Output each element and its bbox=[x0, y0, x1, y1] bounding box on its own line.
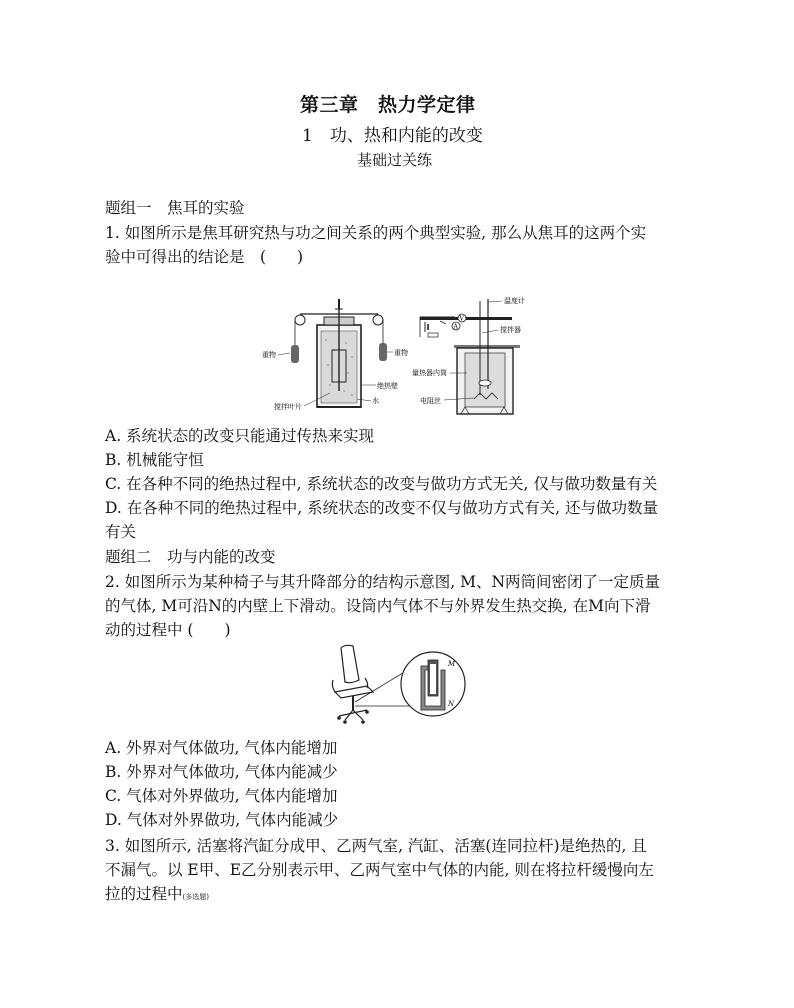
question-3-line-1: 3. 如图所示, 活塞将汽缸分成甲、乙两气室, 汽缸、活塞(连同拉杆)是绝热的, 且 bbox=[105, 837, 647, 855]
label-water: 水 bbox=[372, 397, 379, 405]
ammeter-symbol: A bbox=[453, 323, 458, 331]
section-title: 1 功、热和内能的改变 bbox=[302, 126, 483, 146]
q1-option-d-continued: 有关 bbox=[105, 523, 137, 541]
question-3-line-2: 不漏气。以 E甲、E乙分别表示甲、乙两气室中气体的内能, 则在将拉杆缓慢向左 bbox=[105, 861, 654, 879]
group2-heading: 题组二 功与内能的改变 bbox=[105, 548, 276, 566]
multi-select-tag: (多选题) bbox=[182, 893, 209, 901]
q2-option-c: C. 气体对外界做功, 气体内能增加 bbox=[105, 787, 338, 805]
question-1-line-1: 1. 如图所示是焦耳研究热与功之间关系的两个典型实验, 那么从焦耳的这两个实 bbox=[105, 224, 647, 242]
label-stirrer: 搅拌器 bbox=[500, 326, 521, 334]
label-resistor: 电阻丝 bbox=[420, 397, 441, 405]
q2-option-a: A. 外界对气体做功, 气体内能增加 bbox=[105, 739, 338, 757]
q2-option-b: B. 外界对气体做功, 气体内能减少 bbox=[105, 763, 338, 781]
q2-option-d: D. 气体对外界做功, 气体内能减少 bbox=[105, 811, 339, 829]
label-calorimeter: 量热器内筒 bbox=[412, 369, 447, 377]
paddle-wheel-apparatus bbox=[291, 299, 387, 407]
label-m: M bbox=[448, 660, 456, 668]
q1-option-c: C. 在各种不同的绝热过程中, 系统状态的改变与做功方式无关, 仅与做功数量有关 bbox=[105, 475, 658, 493]
label-weight-right: 重物 bbox=[394, 349, 408, 357]
label-weight-left: 重物 bbox=[262, 351, 276, 359]
chair-figure bbox=[325, 640, 475, 730]
label-paddle: 搅拌叶片 bbox=[274, 403, 302, 411]
label-n: N bbox=[448, 700, 455, 708]
label-insulating-wall: 绝热壁 bbox=[377, 382, 398, 390]
q1-option-d: D. 在各种不同的绝热过程中, 系统状态的改变不仅与做功方式有关, 还与做功数量 bbox=[105, 499, 658, 517]
joule-experiment-figure bbox=[260, 295, 560, 415]
question-2-line-3: 动的过程中 ( ) bbox=[105, 621, 231, 639]
q1-option-b: B. 机械能守恒 bbox=[105, 451, 204, 469]
group1-heading: 题组一 焦耳的实验 bbox=[105, 199, 245, 217]
question-3-line-3 bbox=[105, 882, 209, 909]
exercise-title: 基础过关练 bbox=[357, 151, 433, 169]
question-1-line-2: 验中可得出的结论是 ( ) bbox=[105, 248, 304, 266]
voltmeter-symbol: V bbox=[459, 315, 464, 323]
office-chair bbox=[332, 645, 373, 723]
q1-option-a: A. 系统状态的改变只能通过传热来实现 bbox=[105, 427, 375, 445]
question-2-line-1: 2. 如图所示为某种椅子与其升降部分的结构示意图, M、N两筒间密闭了一定质量 bbox=[105, 573, 661, 591]
label-thermometer: 温度计 bbox=[504, 297, 525, 305]
question-3-line-3-text: 拉的过程中 bbox=[105, 885, 183, 903]
chapter-title: 第三章 热力学定律 bbox=[300, 94, 476, 116]
question-2-line-2: 的气体, M可沿N的内壁上下滑动。设筒内气体不与外界发生热交换, 在M向下滑 bbox=[105, 597, 651, 615]
